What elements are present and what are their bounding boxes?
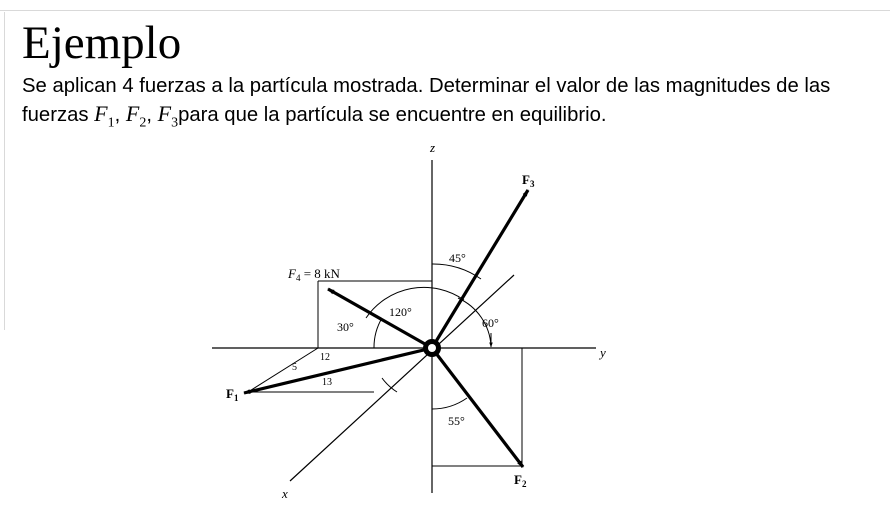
force-symbol-f2: $F_2$ (125, 101, 147, 131)
problem-line-2-suffix: para que la partícula se encuentre en equilibrio. (178, 104, 607, 126)
problem-line-2-prefix: fuerzas (22, 104, 95, 126)
slope-label-13: 13 (322, 377, 332, 388)
force-symbol-f3: $F_3$ (157, 101, 179, 131)
particle-highlight (428, 344, 436, 352)
force-label-f4: $F_4 = 8$ kN (288, 266, 340, 283)
force-symbol-f1: $F_1$ (94, 101, 115, 131)
arc-120 (366, 287, 464, 318)
axis-label-z: z (430, 140, 436, 155)
axis-label-x: x (282, 486, 288, 501)
slope-label-5: 5 (292, 362, 297, 373)
force-f3-arrow (432, 190, 528, 348)
separator: , (114, 104, 126, 126)
slide-title: Ejemplo (22, 17, 182, 69)
force-f1-arrow (244, 348, 432, 393)
axis-label-y: y (600, 345, 606, 360)
angle-label-60: 60° (482, 316, 499, 330)
force-label-f1: $F_1$ (226, 386, 239, 403)
problem-line-1: Se aplican 4 fuerzas a la partícula mostrada. Determinar el valor de las magnitudes de las (22, 75, 831, 97)
force-label-f2: $F_2$ (514, 472, 527, 489)
separator: , (146, 104, 158, 126)
construction-lines (248, 281, 522, 466)
angle-label-55: 55° (448, 414, 465, 428)
slope-label-12: 12 (320, 352, 330, 363)
force-f4-arrow (328, 289, 432, 348)
angle-arcs (366, 264, 491, 409)
angle-label-45: 45° (449, 251, 466, 265)
angle-label-30: 30° (337, 320, 354, 334)
angle-label-120: 120° (389, 305, 412, 319)
arc-30 (374, 318, 382, 348)
force-label-f3: $F_3$ (522, 172, 535, 189)
arc-55 (432, 398, 467, 409)
